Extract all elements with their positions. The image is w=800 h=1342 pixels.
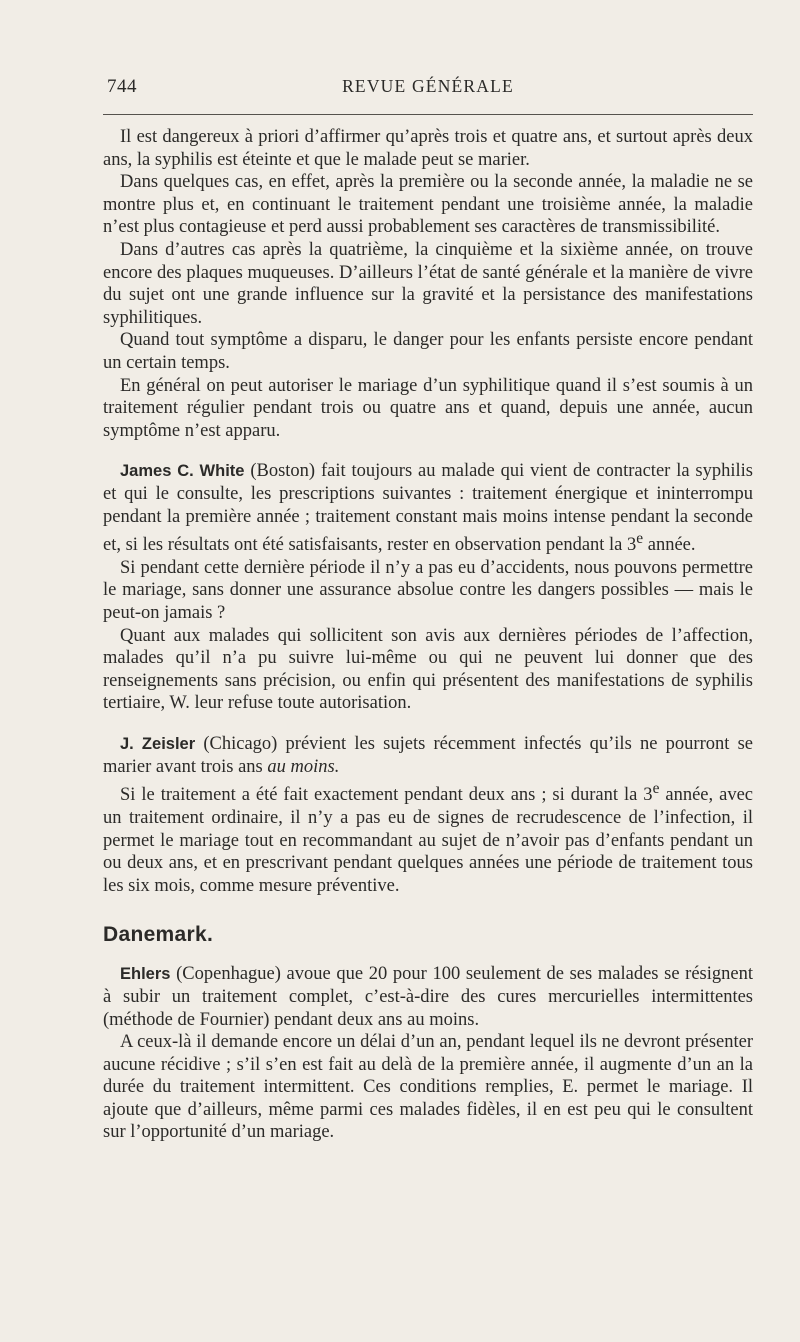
superscript: e [652,780,660,798]
author-name: Ehlers [120,965,171,984]
paragraph: Dans d’autres cas après la quatrième, la cinquième et la sixième année, on trouve encore des plaques muqueuses. D’ailleurs l’état de santé générale et la manière de vivre du sujet ont une grande influence sur la gravité et la persistance des manifestations syphilitiques. [103,239,753,328]
paragraph-text: année. [643,535,696,556]
author-name: J. Zeisler [120,735,196,753]
paragraph: Si pendant cette dernière période il n’y a pas eu d’accidents, nous pouvons permettre le mariage, sans donner une assurance absolue contre les dangers possibles — mais le peut-on jamais ? [103,557,753,624]
paragraph: En général on peut autoriser le mariage d’un syphilitique quand il s’est soumis à un traitement régulier pendant trois ou quatre ans et quand, depuis une année, aucun symptôme n’est apparu. [103,375,753,441]
page-number: 744 [107,76,137,97]
paragraph-text: (Boston) fait toujours au malade qui vient de contracter la syphilis et qui le consulte, les prescriptions suivantes : traitement énergique et ininterrompu pendant la première année ; traitement constant mais moins intense pendant la seconde et, si les résultats ont été satisfaisants, rester en observation pendant la 3 [103,461,753,556]
emphasis: au moins. [267,756,340,777]
section-heading: Danemark. [103,923,214,947]
paragraph [103,778,753,897]
superscript: e [636,530,644,548]
paragraph-ehlers [103,963,753,1031]
paragraph-text: Si le traitement a été fait exactement pendant deux ans ; si durant la 3 [120,785,653,806]
header-rule [103,114,753,115]
paragraph: Dans quelques cas, en effet, après la première ou la seconde année, la maladie ne se montre plus et, en continuant le traitement pendant une troisième année, la maladie n’est plus contagieuse et perd aussi probablement ses caractères de transmissibilité. [103,172,753,238]
paragraph-zeisler [103,733,753,778]
author-name: James C. White [120,462,245,481]
paragraph-white [103,460,753,557]
running-title: REVUE GÉNÉRALE [342,76,514,96]
page-header [103,72,753,102]
paragraph: Quand tout symptôme a disparu, le danger pour les enfants persiste encore pendant un certain temps. [103,330,753,373]
paragraph: Il est dangereux à priori d’affirmer qu’après trois et quatre ans, et surtout après deux ans, la syphilis est éteinte et que le malade peut se marier. [103,127,753,170]
paragraph-text: année, avec un traitement ordinaire, il n’y a pas eu de signes de recrudescence de l’infection, il permet le mariage tout en recommandant au sujet de n’avoir pas d’enfants pendant un ou deux ans, et en prescrivant pendant quelques années une période de traitement tous les six mois, comme mesure préventive. [103,785,753,896]
article-body [103,126,753,1144]
paragraph: Quant aux malades qui sollicitent son avis aux dernières périodes de l’affection, malades qu’il n’a pu suivre lui-même ou qui ne peuvent lui donner que des renseignements sans précision, ou enfin qui présentent des manifestations de syphilis tertiaire, W. leur refuse toute autorisation. [103,625,753,714]
paragraph: A ceux-là il demande encore un délai d’un an, pendant lequel ils ne devront présenter aucune récidive ; s’il s’en est fait au delà de la première année, il augmente d’un an la durée du traitement intermittent. Ces conditions remplies, E. permet le mariage. Il ajoute que d’ailleurs, même parmi ces malades fidèles, il en est peu qui le consultent sur l’opportunité d’un mariage. [103,1032,753,1143]
paragraph-text: (Copenhague) avoue que 20 pour 100 seulement de ses malades se résignent à subir un traitement complet, c’est-à-dire des cures mercurielles intermittentes (méthode de Fournier) pendant deux ans au moins. [103,964,753,1030]
paragraph-text: (Chicago) prévient les sujets récemment infectés qu’ils ne pourront se marier avant trois ans [103,734,753,777]
